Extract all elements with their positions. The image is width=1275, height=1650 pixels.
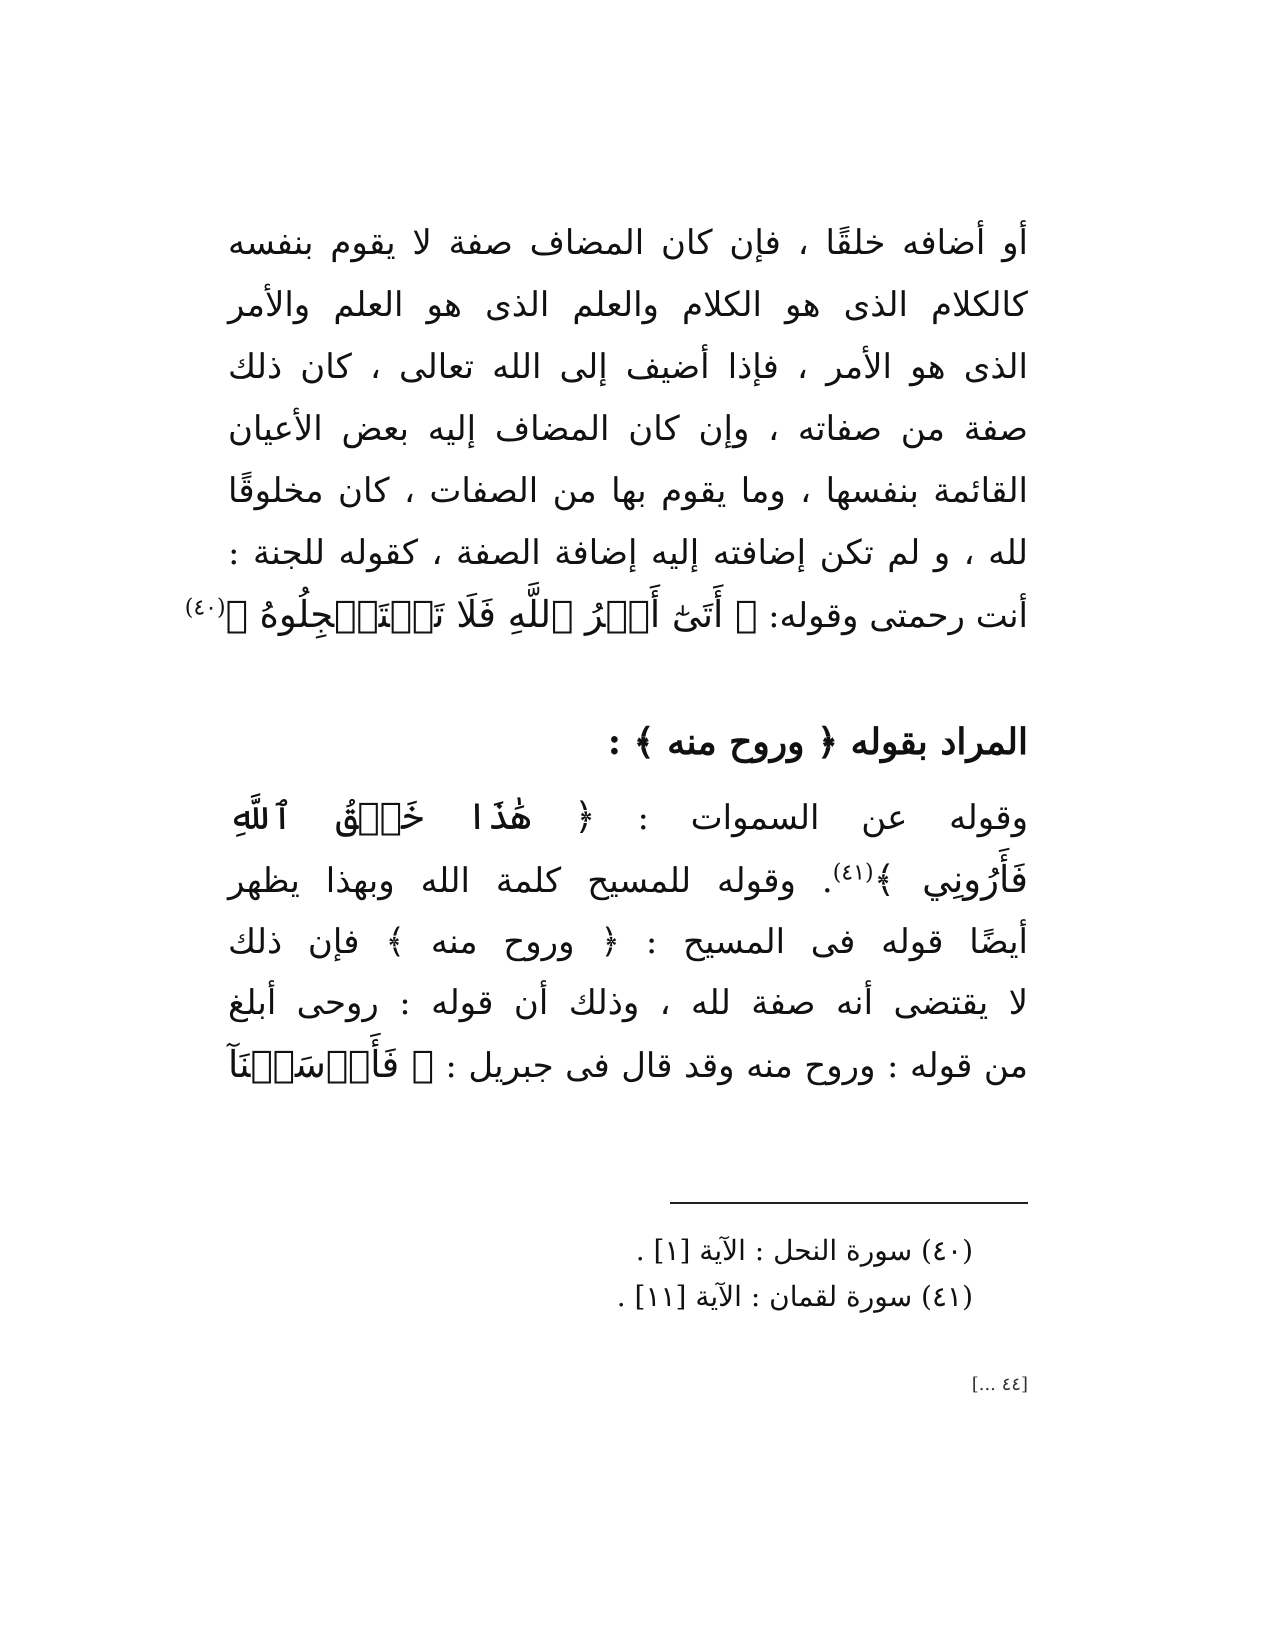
footnote-marker: (٤٠) <box>184 595 226 621</box>
text-line-with-verse <box>228 786 1028 849</box>
footnote-item: (٤١) سورة لقمان : الآية [١١] . <box>616 1280 973 1313</box>
text-line: أيضًا قوله فى المسيح : ﴿ وروح منه ﴾ فإن ذلك <box>228 922 1028 962</box>
section-heading: المراد بقوله ﴿ وروح منه ﴾ : <box>607 721 1028 763</box>
paragraph-2 <box>228 786 1028 1097</box>
line-prefix: أنت رحمتى وقوله: <box>757 596 1028 636</box>
quran-verse: فَأَرُونِي ﴾ <box>873 858 1028 901</box>
page-marker: [٤٤ ...] <box>971 1374 1028 1395</box>
text-line: الذى هو الأمر ، فإذا أضيف إلى الله تعالى ، كان ذلك <box>228 347 1028 387</box>
line-prefix: وقوله عن السموات : <box>595 798 1028 838</box>
footnotes <box>228 1228 973 1320</box>
text-line: لا يقتضى أنه صفة لله ، وذلك أن قوله : روحى أبلغ <box>228 983 1028 1023</box>
text-line-with-verse <box>228 1034 1028 1097</box>
footnote-item: (٤٠) سورة النحل : الآية [١] . <box>635 1234 973 1267</box>
text-line-with-verse <box>228 849 1028 912</box>
text-line: كالكلام الذى هو الكلام والعلم الذى هو العلم والأمر <box>228 285 1028 325</box>
text-line-with-verse <box>184 584 1028 647</box>
text-line: صفة من صفاته ، وإن كان المضاف إليه بعض الأعيان <box>228 409 1028 449</box>
quran-verse: ﴿ فَأَرۡسَلۡنَآ <box>228 1043 434 1086</box>
text-line: أو أضافه خلقًا ، فإن كان المضاف صفة لا يقوم بنفسه <box>228 223 1028 263</box>
paragraph-1 <box>184 212 1028 647</box>
text-line: القائمة بنفسها ، وما يقوم بها من الصفات ، كان مخلوقًا <box>228 471 1028 511</box>
footnote-divider <box>670 1202 1028 1204</box>
line-rest: . وقوله للمسيح كلمة الله وبهذا يظهر <box>228 861 833 901</box>
footnote-marker: (٤١) <box>832 860 874 886</box>
text-line: لله ، و لم تكن إضافته إليه إضافة الصفة ، كقوله للجنة : <box>228 533 1028 573</box>
line-prefix: من قوله : وروح منه وقد قال فى جبريل : <box>433 1046 1028 1086</box>
quran-verse: ﴿ أَتَىٰٓ أَمۡرُ ٱللَّهِ فَلَا تَسۡتَعۡجِلُوهُ ﴾ <box>225 593 758 636</box>
quran-verse: ﴿ هَٰذَا خَلۡقُ ٱللَّهِ <box>228 795 596 838</box>
